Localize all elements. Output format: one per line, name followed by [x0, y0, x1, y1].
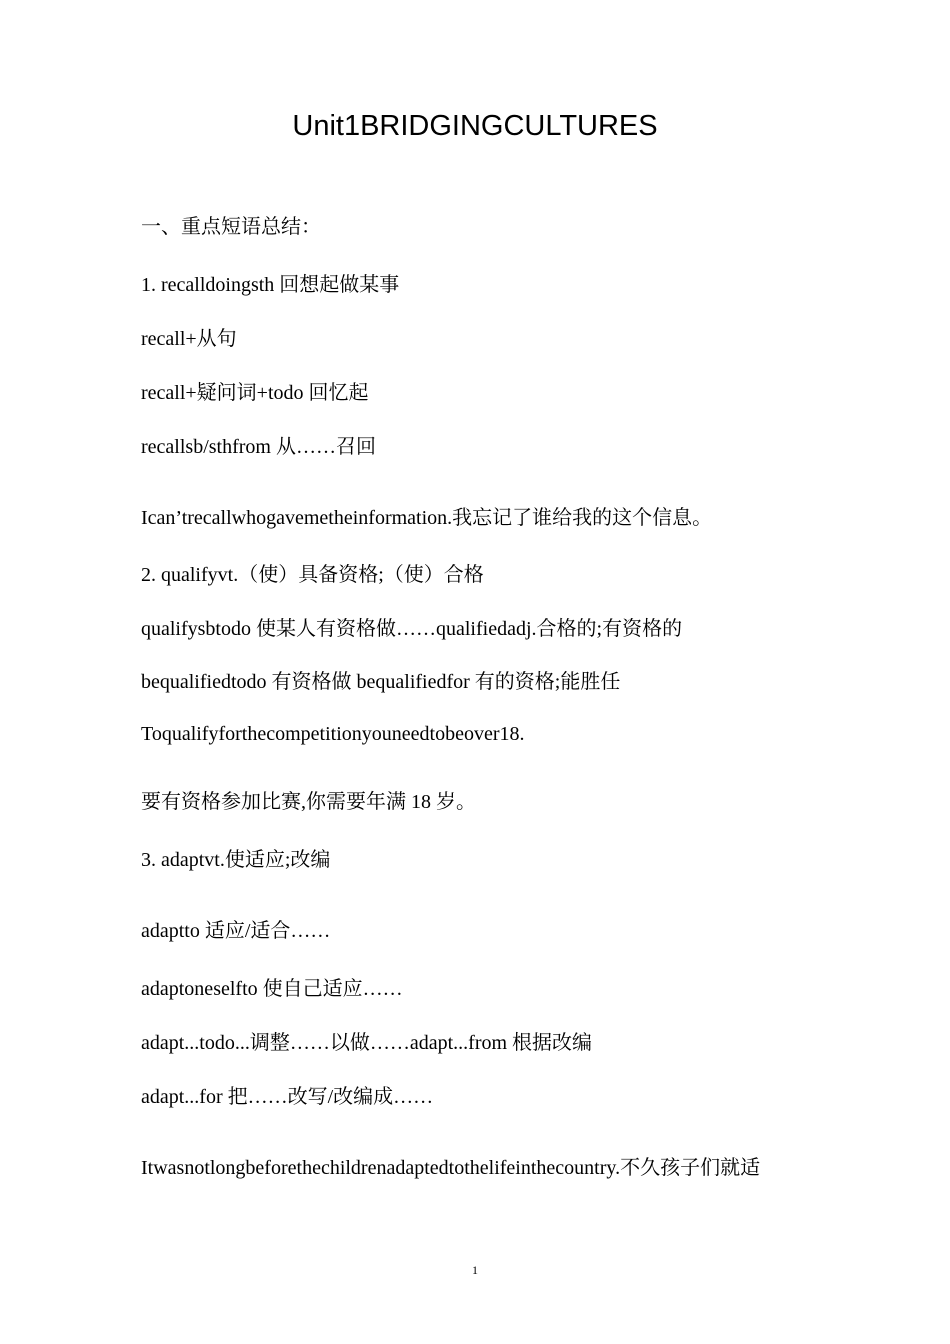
text-line: qualifysbtodo 使某人有资格做……qualifiedadj.合格的;有资格的: [141, 618, 683, 640]
page-number: 1: [472, 1263, 478, 1277]
document-title: Unit1BRIDGINGCULTURES: [292, 110, 658, 142]
example-sentence: Itwasnotlongbeforethechildrenadaptedtothelifeinthecountry.不久孩子们就适: [141, 1157, 761, 1179]
text-line: adaptto 适应/适合……: [141, 920, 331, 942]
text-line: 3. adaptvt.使适应;改编: [141, 849, 331, 871]
example-translation: 要有资格参加比赛,你需要年满 18 岁。: [141, 791, 476, 813]
text-line: 2. qualifyvt.（使）具备资格;（使）合格: [141, 564, 484, 586]
text-line: recallsb/sthfrom 从……召回: [141, 436, 376, 458]
section-heading: 一、重点短语总结：: [141, 216, 321, 238]
example-sentence: Toqualifyforthecompetitionyouneedtobeover18.: [141, 723, 525, 745]
text-line: adaptoneselfto 使自己适应……: [141, 978, 403, 1000]
text-line: adapt...todo...调整……以做……adapt...from 根据改编: [141, 1032, 593, 1054]
text-line: 1. recalldoingsth 回想起做某事: [141, 274, 400, 296]
text-line: recall+疑问词+todo 回忆起: [141, 382, 369, 404]
text-line: bequalifiedtodo 有资格做 bequalifiedfor 有的资格;能胜任: [141, 671, 621, 693]
example-sentence: Ican’trecallwhogavemetheinformation.我忘记了谁给我的这个信息。: [141, 507, 713, 529]
text-line: adapt...for 把……改写/改编成……: [141, 1086, 434, 1108]
text-line: recall+从句: [141, 328, 237, 350]
